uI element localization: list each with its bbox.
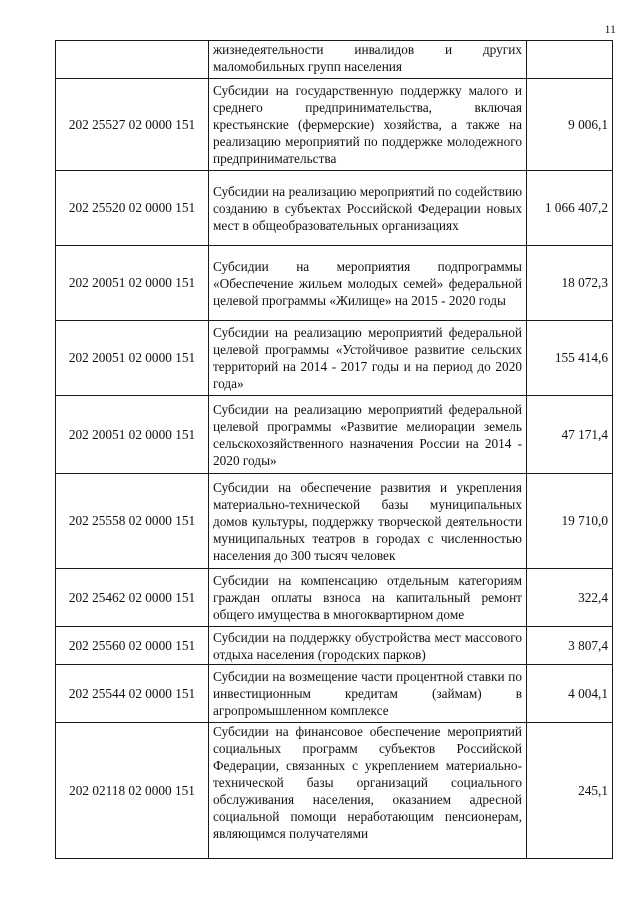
table-row xyxy=(56,627,613,665)
subsidy-amount: 4 004,1 xyxy=(527,665,613,723)
subsidy-description: Субсидии на возмещение части процентной ставки по инвестиционным кредитам (займам) в агропромышленном комплексе xyxy=(209,665,527,723)
subsidy-description: Субсидии на компенсацию отдельным категориям граждан оплаты взноса на капитальный ремонт общего имущества в многоквартирном доме xyxy=(209,569,527,627)
subsidy-amount: 19 710,0 xyxy=(527,474,613,569)
budget-code: 202 25527 02 0000 151 xyxy=(56,79,209,171)
subsidy-amount: 18 072,3 xyxy=(527,246,613,321)
subsidy-amount xyxy=(527,41,613,79)
table-row xyxy=(56,79,613,171)
budget-code: 202 25558 02 0000 151 xyxy=(56,474,209,569)
budget-code: 202 25560 02 0000 151 xyxy=(56,627,209,665)
subsidy-description: Субсидии на государственную поддержку малого и среднего предпринимательства, включая крестьянские (фермерские) хозяйства, а также на реализацию мероприятий по поддержке молодежного предпринимательства xyxy=(209,79,527,171)
subsidy-description: Субсидии на финансовое обеспечение мероприятий социальных программ субъектов Российской Федерации, связанных с укреплением материально-технической базы организаций социального обслуживания населения, оказанием адресной социальной помощи неработающим пенсионерам, являющимся получателями xyxy=(209,723,527,859)
subsidy-description: Субсидии на поддержку обустройства мест массового отдыха населения (городских парков) xyxy=(209,627,527,665)
subsidy-description: Субсидии на реализацию мероприятий по содействию созданию в субъектах Российской Федерации новых мест в общеобразовательных организациях xyxy=(209,171,527,246)
table-row xyxy=(56,321,613,396)
subsidies-table xyxy=(55,40,613,859)
subsidy-amount: 9 006,1 xyxy=(527,79,613,171)
budget-code: 202 20051 02 0000 151 xyxy=(56,321,209,396)
subsidy-description: Субсидии на реализацию мероприятий федеральной целевой программы «Развитие мелиорации земель сельскохозяйственного назначения России на 2014 - 2020 годы» xyxy=(209,396,527,474)
table-row xyxy=(56,246,613,321)
table-row xyxy=(56,41,613,79)
subsidy-amount: 322,4 xyxy=(527,569,613,627)
budget-code: 202 20051 02 0000 151 xyxy=(56,396,209,474)
budget-code: 202 25520 02 0000 151 xyxy=(56,171,209,246)
budget-code: 202 20051 02 0000 151 xyxy=(56,246,209,321)
table-row xyxy=(56,171,613,246)
subsidy-amount: 155 414,6 xyxy=(527,321,613,396)
table-row xyxy=(56,396,613,474)
subsidy-amount: 1 066 407,2 xyxy=(527,171,613,246)
table-row xyxy=(56,665,613,723)
page-number: 11 xyxy=(604,22,616,36)
table-row xyxy=(56,723,613,859)
subsidy-description: жизнедеятельности инвалидов и других маломобильных групп населения xyxy=(209,41,527,79)
subsidy-description: Субсидии на мероприятия подпрограммы «Обеспечение жильем молодых семей» федеральной целевой программы «Жилище» на 2015 - 2020 годы xyxy=(209,246,527,321)
budget-code: 202 25462 02 0000 151 xyxy=(56,569,209,627)
table-row xyxy=(56,474,613,569)
subsidy-amount: 245,1 xyxy=(527,723,613,859)
subsidy-description: Субсидии на реализацию мероприятий федеральной целевой программы «Устойчивое развитие сельских территорий на 2014 - 2017 годы и на период до 2020 года» xyxy=(209,321,527,396)
budget-code: 202 02118 02 0000 151 xyxy=(56,723,209,859)
subsidy-description: Субсидии на обеспечение развития и укрепления материально-технической базы муниципальных домов культуры, поддержку творческой деятельности муниципальных театров в городах с численностью населения до 300 тысяч человек xyxy=(209,474,527,569)
subsidy-amount: 47 171,4 xyxy=(527,396,613,474)
table-row xyxy=(56,569,613,627)
budget-code: 202 25544 02 0000 151 xyxy=(56,665,209,723)
subsidy-amount: 3 807,4 xyxy=(527,627,613,665)
budget-code xyxy=(56,41,209,79)
